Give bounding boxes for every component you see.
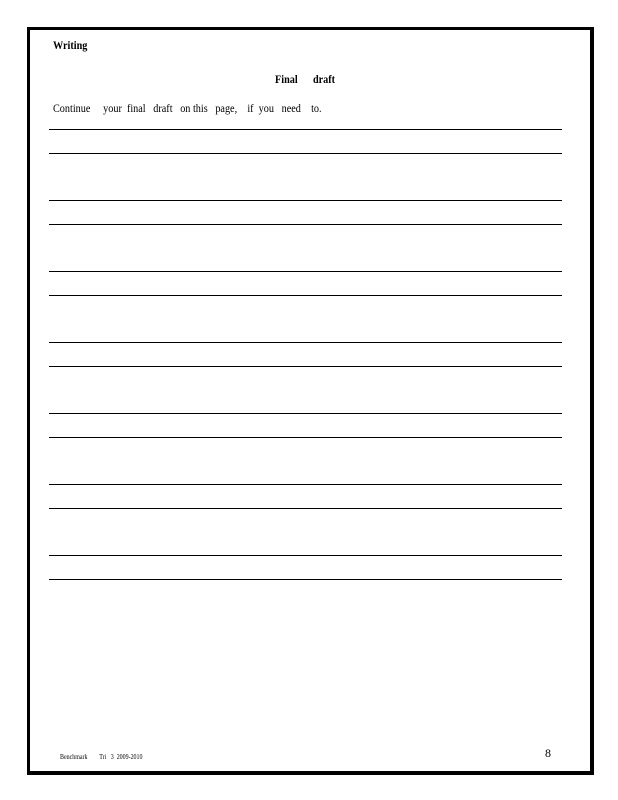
page-number: 8 [545, 746, 551, 760]
writing-line [49, 295, 562, 296]
section-title: Writing [53, 38, 88, 52]
writing-line [49, 129, 562, 130]
writing-line [49, 508, 562, 509]
writing-line [49, 413, 562, 414]
writing-line [49, 271, 562, 272]
writing-line [49, 342, 562, 343]
footer-label: Benchmark Tri 3 2009-2010 [60, 753, 143, 761]
writing-line [49, 366, 562, 367]
page-border [27, 27, 594, 775]
page-heading: Final draft [275, 72, 336, 86]
writing-line [49, 224, 562, 225]
writing-line [49, 437, 562, 438]
writing-line [49, 484, 562, 485]
writing-line [49, 579, 562, 580]
instructions-text: Continue your final draft on this page, if you need to. [53, 101, 322, 115]
writing-line [49, 200, 562, 201]
writing-line [49, 555, 562, 556]
writing-line [49, 153, 562, 154]
